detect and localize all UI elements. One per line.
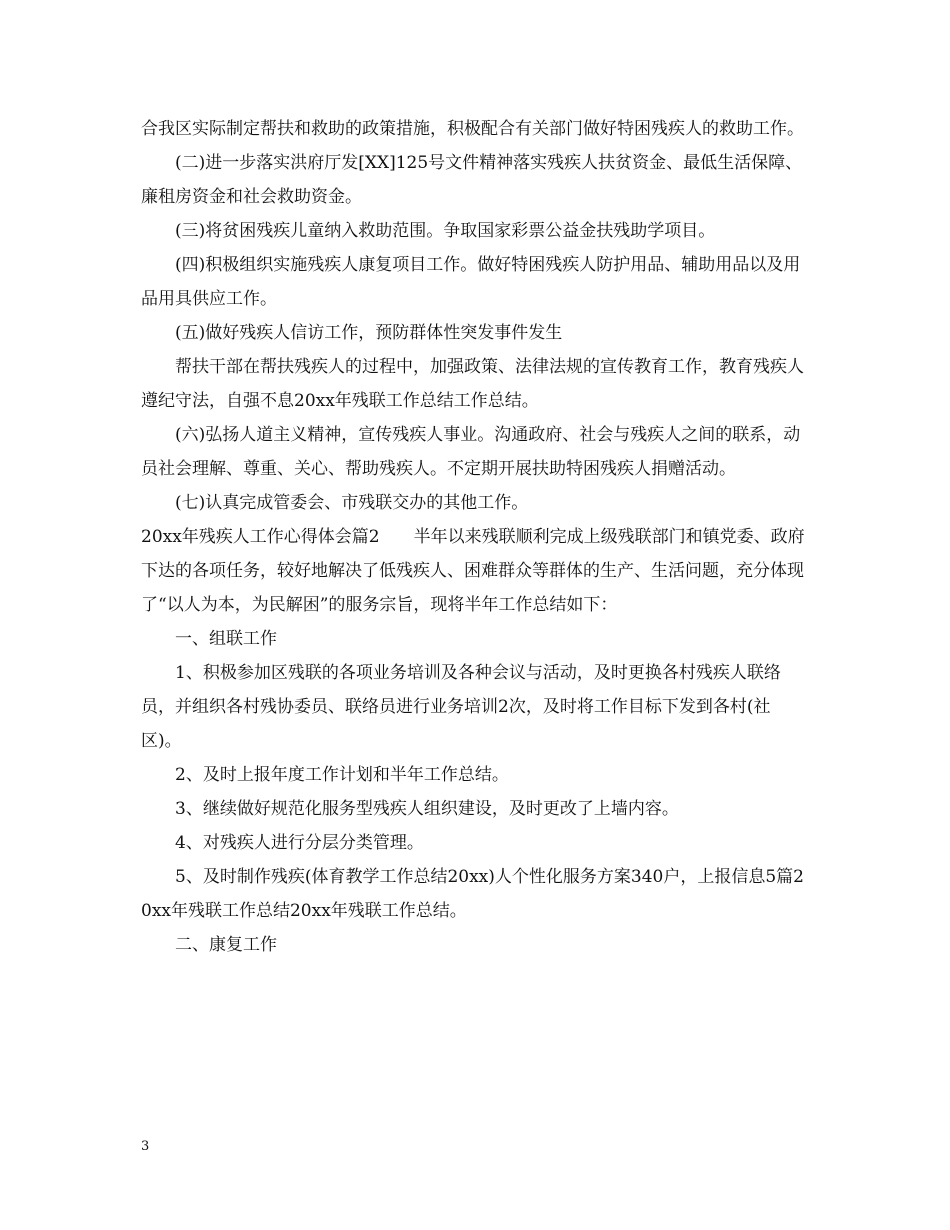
paragraph-15: 5、及时制作残疾(体育教学工作总结20xx)人个性化服务方案340户，上报信息5篇20xx年残联工作总结20xx年残联工作总结。 [141, 867, 804, 921]
paragraph-11: 1、积极参加区残联的各项业务培训及各种会议与活动，及时更换各村残疾人联络员，并组织各村残协委员、联络员进行业务培训2次，及时将工作目标下发到各村(社区)。 [141, 663, 781, 751]
paragraph-2: (二)进一步落实洪府厅发[XX]125号文件精神落实残疾人扶贫资金、最低生活保障、廉租房资金和社会救助资金。 [141, 153, 803, 207]
paragraph-4: (四)积极组织实施残疾人康复项目工作。做好特困残疾人防护用品、辅助用品以及用品用具供应工作。 [141, 255, 801, 309]
paragraph-3: (三)将贫困残疾儿童纳入救助范围。争取国家彩票公益金扶残助学项目。 [175, 221, 716, 241]
paragraph-12: 2、及时上报年度工作计划和半年工作总结。 [175, 765, 509, 785]
paragraph-1: 合我区实际制定帮扶和救助的政策措施，积极配合有关部门做好特困残疾人的救助工作。 [141, 119, 804, 139]
document-body [141, 112, 811, 962]
paragraph-14: 4、对残疾人进行分层分类管理。 [175, 833, 424, 853]
section-heading-1: 一、组联工作 [175, 629, 277, 649]
paragraph-7: (六)弘扬人道主义精神，宣传残疾人事业。沟通政府、社会与残疾人之间的联系，动员社会理解、尊重、关心、帮助残疾人。不定期开展扶助特困残疾人捐赠活动。 [141, 425, 801, 479]
paragraph-13: 3、继续做好规范化服务型残疾人组织建设，及时更改了上墙内容。 [175, 799, 679, 819]
paragraph-8: (七)认真完成管委会、市残联交办的其他工作。 [175, 493, 529, 513]
paragraph-6: 帮扶干部在帮扶残疾人的过程中，加强政策、法律法规的宣传教育工作，教育残疾人遵纪守法，自强不息20xx年残联工作总结工作总结。 [141, 357, 804, 411]
page-number: 3 [141, 1139, 150, 1154]
section-heading-2: 二、康复工作 [175, 935, 277, 955]
paragraph-5: (五)做好残疾人信访工作，预防群体性突发事件发生 [175, 323, 563, 343]
paragraph-9: 20xx年残疾人工作心得体会篇2 半年以来残联顺利完成上级残联部门和镇党委、政府下达的各项任务，较好地解决了低残疾人、困难群众等群体的生产、生活问题，充分体现了“以人为本，为民解困”的服务宗旨，现将半年工作总结如下： [141, 527, 805, 615]
